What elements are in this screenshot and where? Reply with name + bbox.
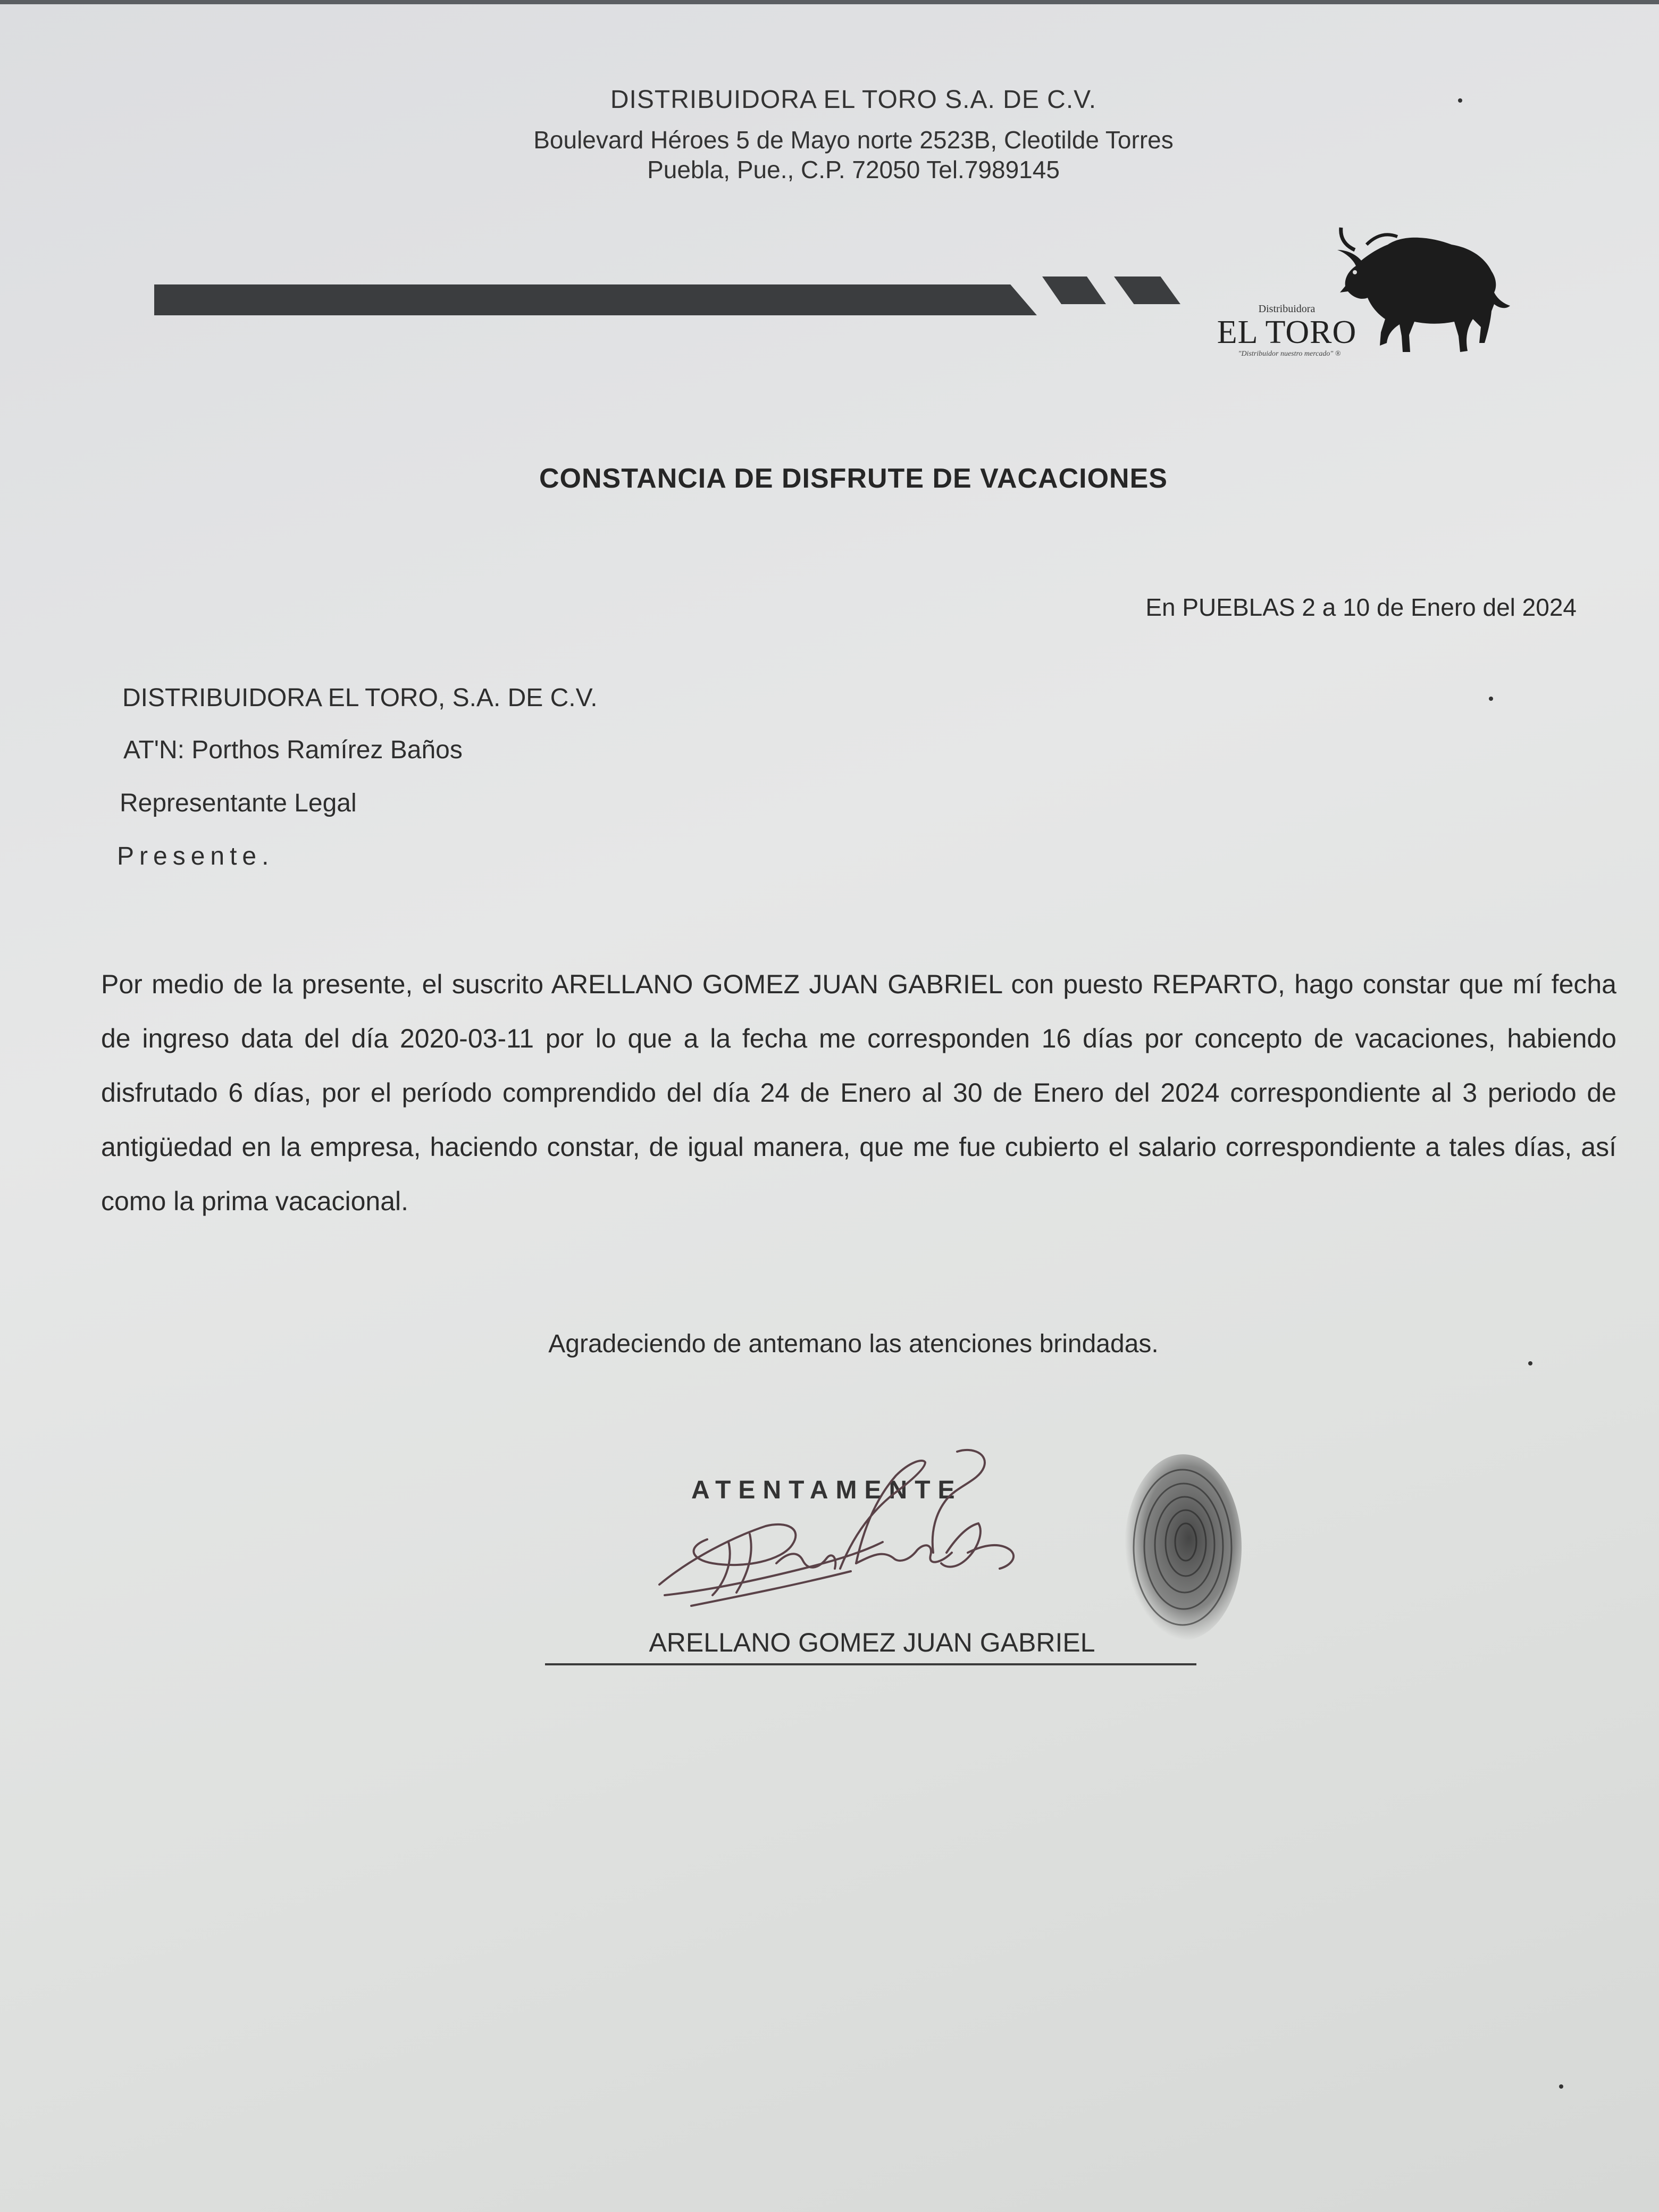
company-logo	[1202, 213, 1521, 378]
letterhead-address-line2: Puebla, Pue., C.P. 72050 Tel.7989145	[647, 156, 1060, 183]
header-stripe	[154, 284, 1037, 315]
recipient-presente: Presente.	[117, 842, 274, 870]
thanks-line: Agradeciendo de antemano las atenciones brindadas.	[548, 1330, 1159, 1358]
header-stripe-dash-1	[1042, 276, 1106, 304]
place-date: En PUEBLAS 2 a 10 de Enero del 2024	[1145, 593, 1577, 621]
signature-line	[545, 1663, 1196, 1665]
recipient-attention: AT'N: Porthos Ramírez Baños	[123, 736, 463, 764]
letterhead-company: DISTRIBUIDORA EL TORO S.A. DE C.V.	[610, 86, 1097, 114]
paper-speck	[1489, 697, 1493, 701]
signer-name: ARELLANO GOMEZ JUAN GABRIEL	[649, 1628, 1095, 1657]
closing-atentamente: ATENTAMENTE	[691, 1476, 962, 1504]
paper-speck	[1528, 1361, 1532, 1365]
handwritten-signature	[627, 1436, 1063, 1627]
paper-top-edge	[0, 0, 1659, 4]
letterhead-address-line1: Boulevard Héroes 5 de Mayo norte 2523B, Cleotilde Torres	[533, 126, 1174, 154]
recipient-role: Representante Legal	[120, 789, 357, 817]
fingerprint-mark	[1111, 1446, 1250, 1648]
document-title: CONSTANCIA DE DISFRUTE DE VACACIONES	[539, 463, 1168, 494]
paper-speck	[1458, 98, 1462, 103]
letterhead	[319, 85, 1388, 185]
body-paragraph: Por medio de la presente, el suscrito ARELLANO GOMEZ JUAN GABRIEL con puesto REPARTO, hago constar que mí fecha de ingreso data del día 2020-03-11 por lo que a la fecha me corresponden 16 días por concepto de vacaciones, habiendo disfrutado 6 días, por el período comprendido del día 24 de Enero al 30 de Enero del 2024 correspondiente al 3 periodo de antigüedad en la empresa, haciendo constar, de igual manera, que me fue cubierto el salario correspondiente a tales días, así como la prima vacacional.	[101, 969, 1616, 1216]
logo-distribuidora-text: Distribuidora	[1258, 303, 1316, 315]
paper-speck	[1559, 2084, 1563, 2089]
logo-tagline: "Distribuidor nuestro mercado" ®	[1238, 350, 1341, 358]
header-stripe-dash-2	[1114, 276, 1180, 304]
logo-el-toro-text: EL TORO	[1217, 314, 1357, 350]
recipient-company: DISTRIBUIDORA EL TORO, S.A. DE C.V.	[122, 684, 598, 712]
